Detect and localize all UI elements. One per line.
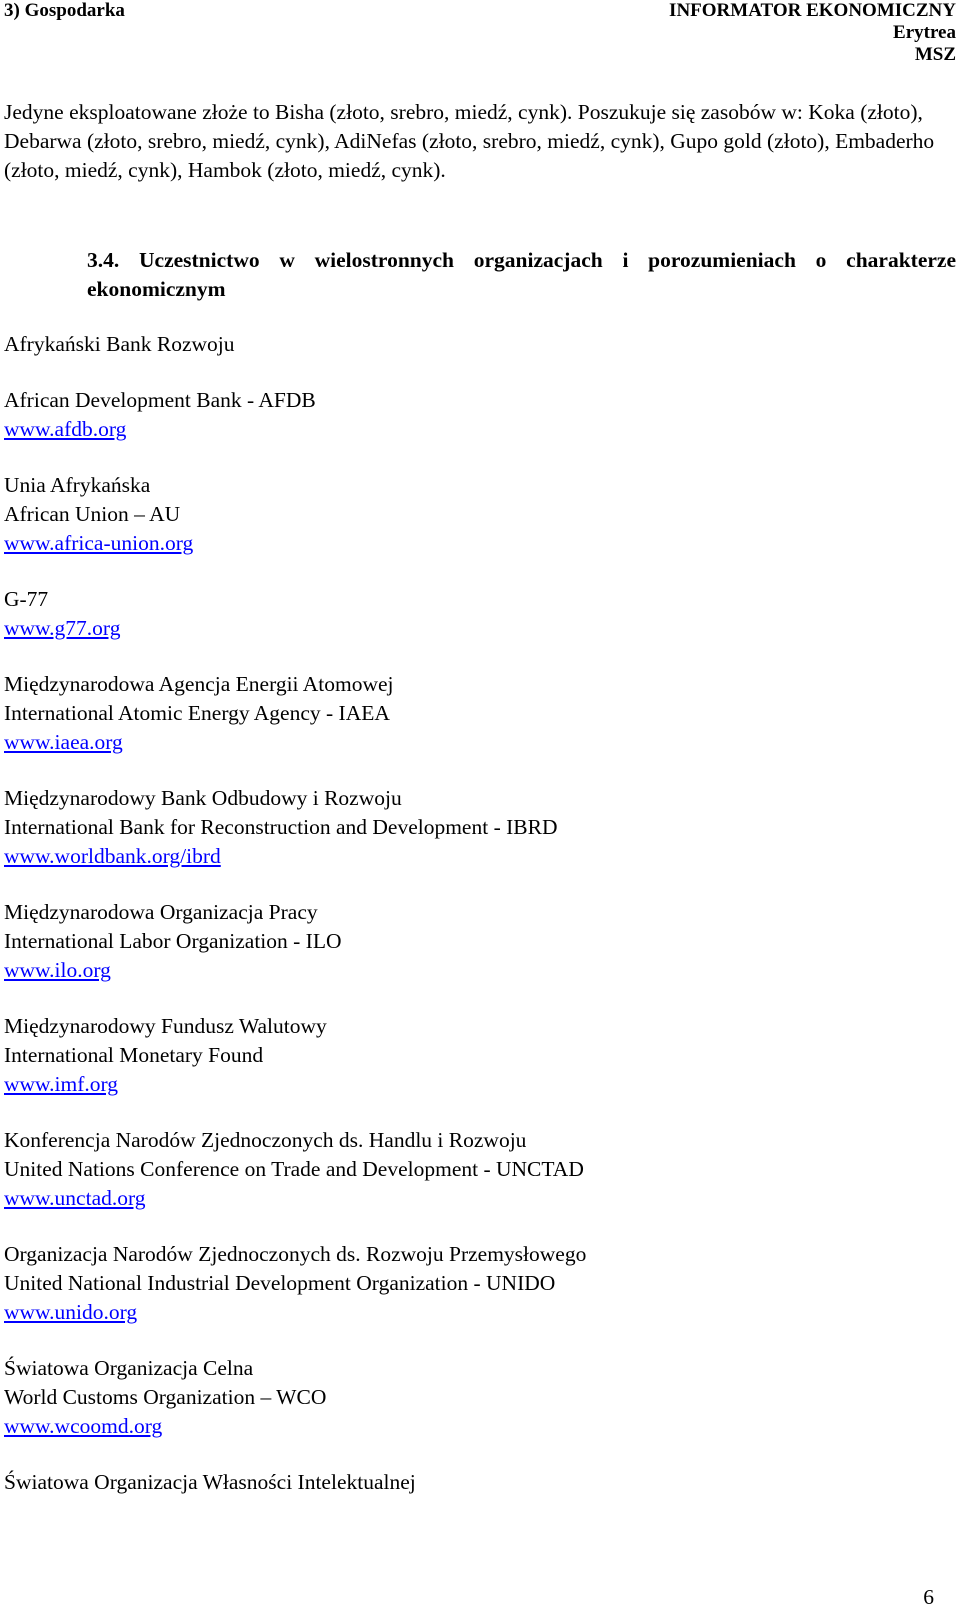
organization-website-link[interactable]: www.unido.org <box>4 1300 138 1324</box>
organization-website-link[interactable]: www.africa-union.org <box>4 531 194 555</box>
organization-name: International Bank for Reconstruction and Development - IBRD <box>4 815 558 839</box>
organization-website-link[interactable]: www.g77.org <box>4 616 121 640</box>
organization-name: Międzynarodowa Agencja Energii Atomowej <box>4 672 394 696</box>
organization-entry <box>4 1468 924 1497</box>
section-heading: 3.4. Uczestnictwo w wielostronnych organizacjach i porozumieniach o charakterze ekonomicznym <box>87 248 956 301</box>
organization-name: Unia Afrykańska <box>4 473 151 497</box>
header-document-info <box>669 0 956 66</box>
organization-entry <box>4 330 924 359</box>
header-section-label: 3) Gospodarka <box>4 0 125 21</box>
organization-name: United Nations Conference on Trade and Development - UNCTAD <box>4 1157 584 1181</box>
organization-list <box>4 330 924 1524</box>
organization-entry <box>4 386 924 444</box>
organization-name: G-77 <box>4 587 49 611</box>
organization-name: Światowa Organizacja Własności Intelektualnej <box>4 1470 416 1494</box>
header-publication-title: INFORMATOR EKONOMICZNY <box>669 0 956 21</box>
organization-entry <box>4 585 924 643</box>
organization-name: Konferencja Narodów Zjednoczonych ds. Handlu i Rozwoju <box>4 1128 527 1152</box>
organization-name: African Development Bank - AFDB <box>4 388 316 412</box>
organization-entry <box>4 1126 924 1213</box>
organization-name: Międzynarodowy Fundusz Walutowy <box>4 1014 327 1038</box>
organization-name: Międzynarodowa Organizacja Pracy <box>4 900 318 924</box>
organization-entry <box>4 1354 924 1441</box>
organization-name: International Labor Organization - ILO <box>4 929 342 953</box>
page-number: 6 <box>923 1585 934 1609</box>
header-country: Erytrea <box>893 22 956 43</box>
organization-name: Organizacja Narodów Zjednoczonych ds. Rozwoju Przemysłowego <box>4 1242 587 1266</box>
organization-name: United National Industrial Development Organization - UNIDO <box>4 1271 556 1295</box>
organization-entry <box>4 1012 924 1099</box>
organization-website-link[interactable]: www.unctad.org <box>4 1186 146 1210</box>
organization-name: International Monetary Found <box>4 1043 264 1067</box>
header-ministry: MSZ <box>914 44 956 65</box>
organization-name: World Customs Organization – WCO <box>4 1385 327 1409</box>
intro-paragraph: Jedyne eksploatowane złoże to Bisha (złoto, srebro, miedź, cynk). Poszukuje się zasobów w: Koka (złoto), Debarwa (złoto, srebro, miedź, cynk), AdiNefas (złoto, srebro, miedź, cynk), Gupo gold (złoto), Embaderho (złoto, miedź, cynk), Hambok (złoto, miedź, cynk). <box>4 100 935 182</box>
organization-entry <box>4 670 924 757</box>
organization-name: African Union – AU <box>4 502 181 526</box>
organization-website-link[interactable]: www.afdb.org <box>4 417 127 441</box>
organization-website-link[interactable]: www.ilo.org <box>4 958 111 982</box>
organization-entry <box>4 898 924 985</box>
organization-website-link[interactable]: www.worldbank.org/ibrd <box>4 844 221 868</box>
organization-entry <box>4 471 924 558</box>
organization-entry <box>4 784 924 871</box>
organization-name: Międzynarodowy Bank Odbudowy i Rozwoju <box>4 786 402 810</box>
organization-website-link[interactable]: www.imf.org <box>4 1072 119 1096</box>
organization-name: Światowa Organizacja Celna <box>4 1356 254 1380</box>
organization-name: International Atomic Energy Agency - IAEA <box>4 701 390 725</box>
organization-entry <box>4 1240 924 1327</box>
organization-website-link[interactable]: www.iaea.org <box>4 730 123 754</box>
organization-website-link[interactable]: www.wcoomd.org <box>4 1414 163 1438</box>
organization-name: Afrykański Bank Rozwoju <box>4 332 235 356</box>
